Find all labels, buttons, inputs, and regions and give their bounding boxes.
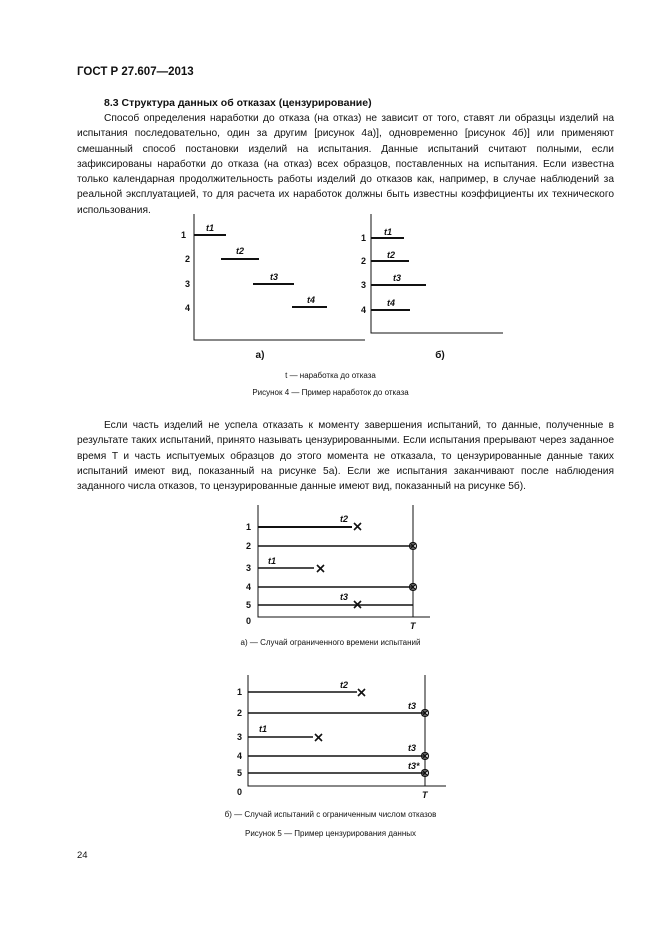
- fig4a-label-t2: t2: [236, 246, 245, 256]
- fig4b-row-4: 4: [360, 305, 366, 315]
- fig4b-row-1: 1: [360, 233, 366, 243]
- fig4a-row-3: 3: [184, 279, 190, 289]
- fig4b-sublabel: б): [435, 350, 445, 361]
- paragraph-1: Способ определения наработки до отказа (на отказ) не зависит от того, ставят ли образцы изделий на испытания последовательно, один за другим [рисунок 4а)], одновременно [рисунок 4б)] или применяют смешанный способ постановки изделий на испытания. Данные испытаний считают полными, если зафиксированы наработки до отказа (на отказ) всех образцов, поставленных на испытания. Если известна только календарная продолжительность работы изделий до отказов как, например, в случае наблюдений за реальной эксплуатацией, то для расчета их наработок должны быть известны коэффициенты их технического использования.: [77, 113, 614, 216]
- figure-5a-caption: а) — Случай ограниченного времени испытаний: [240, 638, 421, 647]
- fig5b-label-r1: t2: [340, 680, 349, 690]
- fig4b-label-t1: t1: [384, 227, 393, 237]
- fig4a-sublabel: а): [255, 350, 265, 361]
- fig4b-row-2: 2: [360, 256, 366, 266]
- fig4a-row-4: 4: [184, 303, 190, 313]
- fig5b-T-label: T: [422, 790, 428, 800]
- section-title: 8.3 Структура данных об отказах (цензурирование): [104, 97, 372, 109]
- fig4b-label-t2: t2: [387, 250, 396, 260]
- fig5b-row-1: 1: [236, 687, 242, 697]
- fig5a-label-r5: t3: [340, 592, 349, 602]
- fig5a-T-label: T: [410, 621, 416, 631]
- document-code: ГОСТ Р 27.607—2013: [77, 66, 194, 78]
- fig5a-row-5: 5: [245, 600, 251, 610]
- figure-5-caption: Рисунок 5 — Пример цензурирования данных: [245, 829, 416, 838]
- fig5a-row-3: 3: [245, 563, 251, 573]
- fig5a-row-2: 2: [245, 541, 251, 551]
- fig4a-label-t1: t1: [206, 223, 215, 233]
- fig5b-label-r3: t1: [259, 724, 268, 734]
- fig4a-label-t4: t4: [307, 295, 316, 305]
- fig4a-row-2: 2: [184, 254, 190, 264]
- page-number: 24: [77, 850, 88, 861]
- fig5b-row-2: 2: [236, 708, 242, 718]
- fig5b-row-3: 3: [236, 732, 242, 742]
- fig5b-failure-3: [315, 734, 322, 741]
- fig5b-row-5: 5: [236, 768, 242, 778]
- fig5b-label-r5: t3*: [408, 761, 420, 771]
- fig5b-origin: 0: [236, 787, 242, 797]
- paragraph-2: Если часть изделий не успела отказать к моменту завершения испытаний, то данные, полученные в результате таких испытаний, принято называть цензурированными. Если испытания прерывают через заданное время T и часть испытуемых образцов до этого момента не отказала, то цензурированные данные таких испытаний имеют вид, показанный на рисунке 5а). Если же испытания заканчивают после наблюдения заданного числа отказов, то цензурированные данные имеют вид, показанный на рисунке 5б).: [77, 420, 614, 493]
- fig5b-row-4: 4: [236, 751, 242, 761]
- fig5a-row-4: 4: [245, 582, 251, 592]
- fig5b-label-r2: t3: [408, 701, 417, 711]
- fig5b-label-r4: t3: [408, 743, 417, 753]
- fig4b-label-t3: t3: [393, 273, 402, 283]
- fig5a-label-r1: t2: [340, 514, 349, 524]
- fig5b-failure-1: [358, 689, 365, 696]
- fig4b-label-t4: t4: [387, 298, 396, 308]
- figure-4-caption: Рисунок 4 — Пример наработок до отказа: [252, 388, 409, 397]
- fig5a-origin: 0: [245, 616, 251, 626]
- fig5a-row-1: 1: [245, 522, 251, 532]
- figure-5b-caption: б) — Случай испытаний с ограниченным числом отказов: [224, 810, 437, 819]
- fig4a-row-1: 1: [180, 230, 186, 240]
- fig4b-row-3: 3: [360, 280, 366, 290]
- fig4a-label-t3: t3: [270, 272, 279, 282]
- fig5a-label-r3: t1: [268, 556, 277, 566]
- figure-4-legend: t — наработка до отказа: [285, 371, 376, 380]
